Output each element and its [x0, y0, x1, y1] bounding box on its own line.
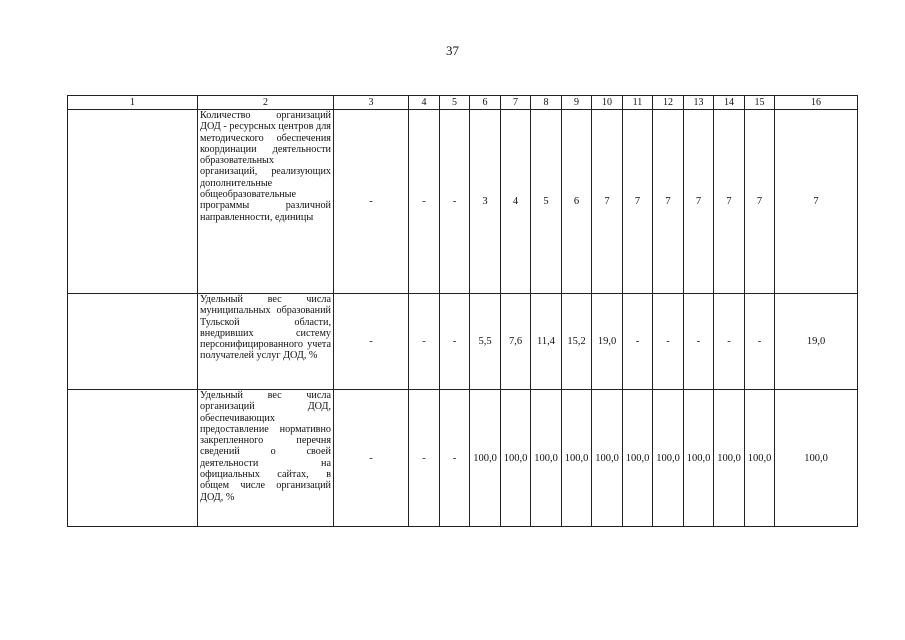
indicators-table [67, 95, 858, 527]
value-cell: 5 [531, 110, 562, 294]
value-cell: - [440, 390, 470, 527]
value-cell: - [334, 110, 409, 294]
value-cell: - [409, 390, 440, 527]
header-cell: 3 [334, 96, 409, 110]
value-cell: 100,0 [653, 390, 684, 527]
value-cell: 7 [623, 110, 653, 294]
value-cell: 7 [592, 110, 623, 294]
value-cell: 7 [653, 110, 684, 294]
value-cell: 100,0 [501, 390, 531, 527]
value-cell: 100,0 [531, 390, 562, 527]
value-cell: - [409, 294, 440, 390]
value-cell: 4 [501, 110, 531, 294]
value-cell: 11,4 [531, 294, 562, 390]
value-cell: - [714, 294, 745, 390]
value-cell: - [623, 294, 653, 390]
value-cell: - [334, 390, 409, 527]
header-row [68, 96, 858, 110]
row-number-cell [68, 390, 198, 527]
value-cell: - [440, 110, 470, 294]
indicator-description: Количество организаций ДОД - ресурсных центров для методического обеспечения координации деятельности образовательных организаций, реализующих дополнительные общеобразовательные программы различной направленности, единицы [198, 110, 334, 294]
header-cell: 5 [440, 96, 470, 110]
header-cell: 10 [592, 96, 623, 110]
page-number: 37 [446, 43, 459, 58]
value-cell: 19,0 [775, 294, 858, 390]
value-cell: 100,0 [775, 390, 858, 527]
value-cell: 100,0 [470, 390, 501, 527]
indicator-description: Удельный вес числа организаций ДОД, обеспечивающих предоставление нормативно закрепленного перечня сведений о своей деятельности на официальных сайтах, в общем числе организаций ДОД, % [198, 390, 334, 527]
value-cell: 100,0 [684, 390, 714, 527]
value-cell: 7 [745, 110, 775, 294]
header-cell: 11 [623, 96, 653, 110]
value-cell: - [745, 294, 775, 390]
value-cell: 7 [714, 110, 745, 294]
header-cell: 12 [653, 96, 684, 110]
header-cell: 4 [409, 96, 440, 110]
table-row [68, 390, 858, 527]
table-row [68, 110, 858, 294]
value-cell: 100,0 [714, 390, 745, 527]
value-cell: 7 [775, 110, 858, 294]
header-cell: 9 [562, 96, 592, 110]
header-cell: 7 [501, 96, 531, 110]
row-number-cell [68, 294, 198, 390]
header-cell: 15 [745, 96, 775, 110]
value-cell: - [440, 294, 470, 390]
value-cell: 15,2 [562, 294, 592, 390]
header-cell: 6 [470, 96, 501, 110]
row-number-cell [68, 110, 198, 294]
value-cell: 100,0 [592, 390, 623, 527]
table-row [68, 294, 858, 390]
value-cell: 19,0 [592, 294, 623, 390]
header-cell: 13 [684, 96, 714, 110]
header-cell: 1 [68, 96, 198, 110]
value-cell: 3 [470, 110, 501, 294]
header-cell: 2 [198, 96, 334, 110]
value-cell: - [653, 294, 684, 390]
value-cell: 6 [562, 110, 592, 294]
value-cell: 5,5 [470, 294, 501, 390]
value-cell: 100,0 [745, 390, 775, 527]
value-cell: 100,0 [623, 390, 653, 527]
value-cell: - [684, 294, 714, 390]
value-cell: 7 [684, 110, 714, 294]
value-cell: 100,0 [562, 390, 592, 527]
header-cell: 14 [714, 96, 745, 110]
header-cell: 16 [775, 96, 858, 110]
value-cell: - [409, 110, 440, 294]
value-cell: 7,6 [501, 294, 531, 390]
value-cell: - [334, 294, 409, 390]
indicator-description: Удельный вес числа муниципальных образований Тульской области, внедривших систему персонифицированного учета получателей услуг ДОД, % [198, 294, 334, 390]
header-cell: 8 [531, 96, 562, 110]
